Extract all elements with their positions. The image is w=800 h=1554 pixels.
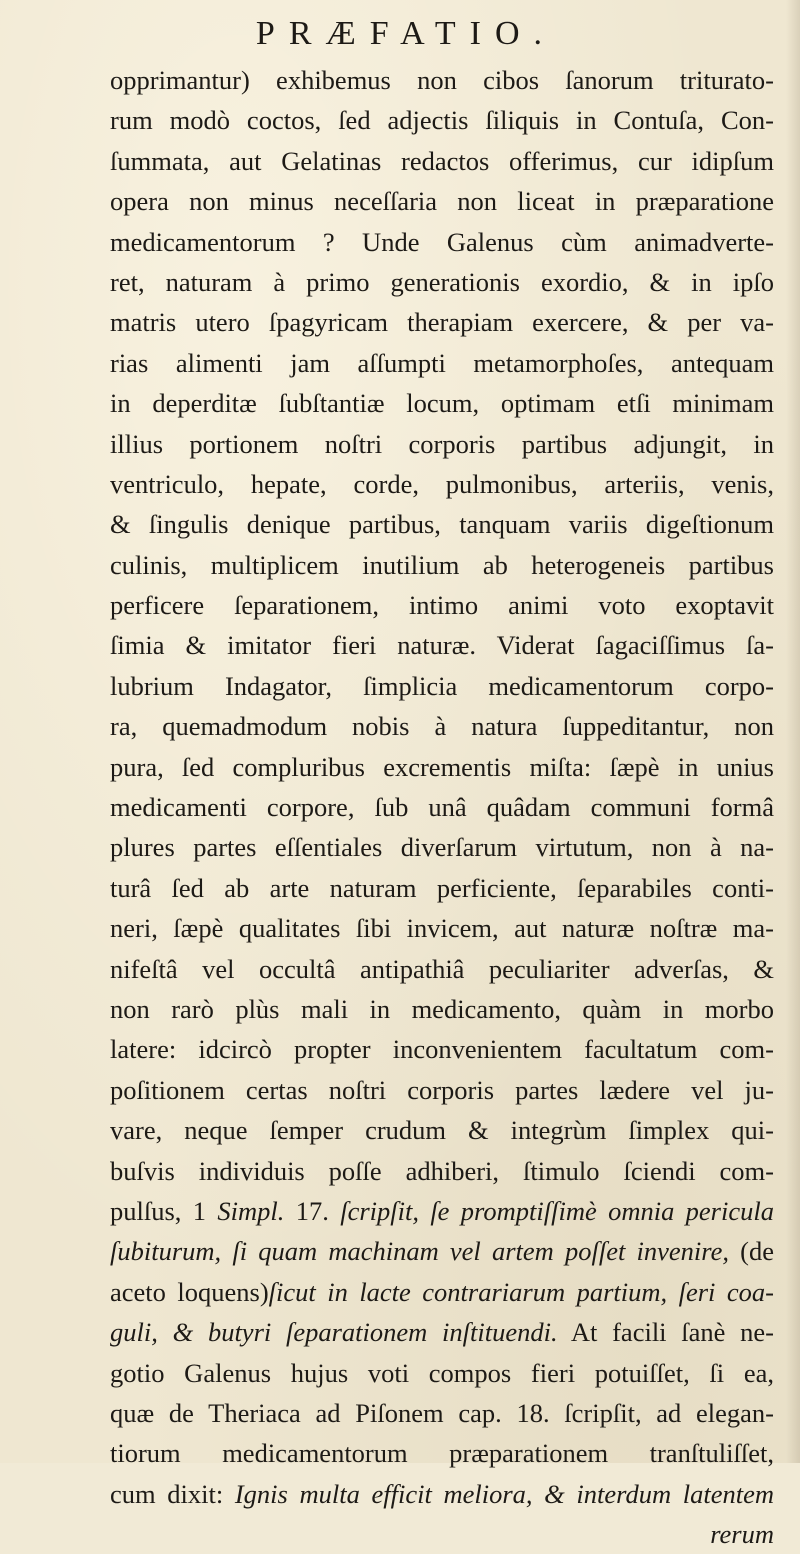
text-line xyxy=(110,1514,774,1554)
text-line xyxy=(110,1474,774,1514)
body-text xyxy=(110,60,774,1554)
text-line xyxy=(110,949,774,989)
text-segment: ra, quemadmodum nobis à natura ſuppeditantur, non xyxy=(110,711,774,742)
text-segment: culinis, multiplicem inutilium ab heterogeneis partibus xyxy=(110,549,774,580)
text-segment: quæ de Theriaca ad Piſonem cap. 18. ſcripſit, ad elegan- xyxy=(110,1397,774,1428)
text-line xyxy=(110,262,774,302)
italic-segment: Simpl. xyxy=(217,1195,285,1226)
text-line xyxy=(110,181,774,221)
text-line xyxy=(110,585,774,625)
text-segment: lubrium Indagator, ſimplicia medicamentorum corpo- xyxy=(110,670,774,701)
text-line xyxy=(110,666,774,706)
text-line xyxy=(110,343,774,383)
text-segment: (de xyxy=(728,1236,774,1267)
text-segment: gotio Galenus hujus voti compos fieri potuiſſet, ſi ea, xyxy=(110,1357,774,1388)
italic-segment: guli, & butyri ſeparationem inſtituendi. xyxy=(110,1317,558,1348)
text-segment: nifeſtâ vel occultâ antipathiâ peculiariter adverſas, & xyxy=(110,953,774,984)
text-line xyxy=(110,1029,774,1069)
text-segment: non rarò plùs mali in medicamento, quàm in morbo xyxy=(110,993,774,1024)
text-line xyxy=(110,302,774,342)
text-line xyxy=(110,1191,774,1231)
text-segment: medicamentorum ? Unde Galenus cùm animadverte- xyxy=(110,226,774,257)
text-segment: 17. xyxy=(284,1195,341,1226)
text-segment: vare, neque ſemper crudum & integrùm ſimplex qui- xyxy=(110,1115,774,1146)
italic-segment: ſcripſit, ſe promptiſſimè omnia pericula xyxy=(340,1195,774,1226)
italic-segment: Ignis multa efficit meliora, & interdum latentem xyxy=(234,1478,774,1509)
text-line xyxy=(110,545,774,585)
text-line xyxy=(110,1231,774,1271)
text-segment: rum modò coctos, ſed adjectis ſiliquis in Contuſa, Con- xyxy=(110,105,774,136)
text-line xyxy=(110,1393,774,1433)
text-segment: ventriculo, hepate, corde, pulmonibus, arteriis, venis, xyxy=(110,468,774,499)
text-segment: rias alimenti jam aſſumpti metamorphoſes, antequam xyxy=(110,347,774,378)
text-line xyxy=(110,989,774,1029)
text-segment: illius portionem noſtri corporis partibus adjungit, in xyxy=(110,428,774,459)
text-line xyxy=(110,1312,774,1352)
text-segment: medicamenti corpore, ſub unâ quâdam communi formâ xyxy=(110,792,774,823)
text-line xyxy=(110,464,774,504)
text-segment: opprimantur) exhibemus non cibos ſanorum triturato- xyxy=(110,65,774,95)
text-segment: pulſus, 1 xyxy=(110,1195,218,1226)
text-line xyxy=(110,1353,774,1393)
text-line xyxy=(110,1110,774,1150)
italic-segment: rerum xyxy=(710,1519,774,1550)
text-segment: & ſingulis denique partibus, tanquam variis digeſtionum xyxy=(110,509,774,540)
text-line xyxy=(110,1272,774,1312)
text-segment: plures partes eſſentiales diverſarum virtutum, non à na- xyxy=(110,832,774,863)
text-line xyxy=(110,1151,774,1191)
text-segment: aceto loquens) xyxy=(110,1276,269,1307)
running-head: PRÆFATIO. xyxy=(255,15,557,52)
text-segment: At facili ſanè ne- xyxy=(557,1317,774,1348)
text-line xyxy=(110,747,774,787)
text-line xyxy=(110,908,774,948)
text-line xyxy=(110,625,774,665)
text-segment: tiorum medicamentorum præparationem tranſtuliſſet, xyxy=(110,1438,774,1469)
text-line xyxy=(110,141,774,181)
text-segment: in deperditæ ſubſtantiæ locum, optimam etſi minimam xyxy=(110,388,774,419)
text-line xyxy=(110,1070,774,1110)
text-line xyxy=(110,706,774,746)
text-line xyxy=(110,868,774,908)
text-segment: pura, ſed compluribus excrementis miſta: ſæpè in unius xyxy=(110,751,774,782)
text-segment: buſvis individuis poſſe adhiberi, ſtimulo ſciendi com- xyxy=(110,1155,774,1186)
text-segment: ret, naturam à primo generationis exordio, & in ipſo xyxy=(110,266,774,297)
text-segment: neri, ſæpè qualitates ſibi invicem, aut naturæ noſtræ ma- xyxy=(110,913,774,944)
text-segment: ſimia & imitator fieri naturæ. Viderat ſagaciſſimus ſa- xyxy=(110,630,774,661)
text-segment: poſitionem certas noſtri corporis partes lædere vel ju- xyxy=(110,1074,774,1105)
text-line xyxy=(110,222,774,262)
text-line xyxy=(110,827,774,867)
text-line xyxy=(110,383,774,423)
text-line xyxy=(110,424,774,464)
text-line xyxy=(110,787,774,827)
text-line xyxy=(110,60,774,100)
text-segment: cum dixit: xyxy=(110,1478,235,1509)
text-segment: latere: idcircò propter inconvenientem facultatum com- xyxy=(110,1034,774,1065)
text-segment: turâ ſed ab arte naturam perficiente, ſeparabiles conti- xyxy=(110,872,774,903)
text-line xyxy=(110,100,774,140)
text-segment: matris utero ſpagyricam therapiam exercere, & per va- xyxy=(110,307,774,338)
italic-segment: ſicut in lacte contrariarum partium, ſeri coa- xyxy=(268,1276,774,1307)
text-segment: opera non minus neceſſaria non liceat in præparatione xyxy=(110,186,774,217)
italic-segment: ſubiturum, ſi quam machinam vel artem poſſet invenire, xyxy=(110,1236,729,1267)
text-line xyxy=(110,1433,774,1473)
page-edge-shadow xyxy=(786,0,800,1463)
text-line xyxy=(110,504,774,544)
text-segment: ſummata, aut Gelatinas redactos offerimus, cur idipſum xyxy=(110,145,774,176)
text-segment: perficere ſeparationem, intimo animi voto exoptavit xyxy=(110,590,774,621)
